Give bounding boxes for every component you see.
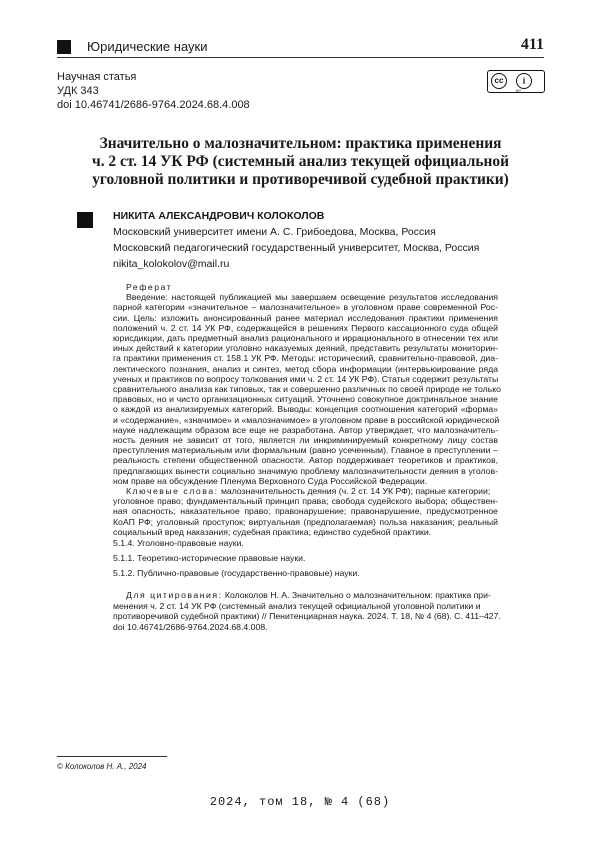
keywords-line: КоАП РФ; уголовный проступок; виртуальная (предполагаемая) польза наказания; реальный bbox=[113, 516, 498, 527]
abstract-line: га практики применения ст. 158.1 УК РФ. Методы: исторический, сравнительно-правовой, диа- bbox=[113, 353, 498, 364]
citation-first-line bbox=[113, 590, 498, 601]
author-marker-square bbox=[77, 212, 93, 228]
abstract-line: сии. Цель: изложить анонсированный ранее материал исследования практики применения bbox=[113, 312, 498, 323]
specialty-code: 5.1.2. Публично-правовые (государственно-правовые) науки. bbox=[113, 568, 360, 578]
by-label: BY bbox=[516, 88, 522, 93]
specialty-code: 5.1.1. Теоретико-исторические правовые науки. bbox=[113, 553, 306, 563]
specialty-code: 5.1.4. Уголовно-правовые науки. bbox=[113, 538, 244, 548]
article-type: Научная статья bbox=[57, 71, 137, 83]
keywords-first-line bbox=[113, 486, 498, 496]
abstract-line: положений ч. 2 ст. 14 УК РФ, содержащейся в решениях Первого кассационного суда общей bbox=[113, 322, 498, 333]
abstract-line: преступления материальным или формальным (равно усеченным). Главное в преступлении – bbox=[113, 445, 498, 456]
keywords-label: Ключевые слова: bbox=[126, 486, 219, 497]
affiliation-2: Московский педагогический государственный университет, Москва, Россия bbox=[113, 242, 480, 254]
person-attribution-icon: i bbox=[516, 73, 532, 89]
article-title bbox=[57, 135, 544, 189]
article-doi: doi 10.46741/2686-9764.2024.68.4.008 bbox=[57, 99, 250, 111]
article-meta bbox=[57, 70, 250, 112]
abstract-line: предлагающих вынести социально значимую проблему малозначительности деяния в уголов- bbox=[113, 465, 498, 476]
keywords-line: ная опасность; наказательное право; правонарушение; правонарушение, предусмотренное bbox=[113, 506, 498, 517]
abstract-heading: Реферат bbox=[126, 282, 173, 292]
keywords-text: малозначительность деяния (ч. 2 ст. 14 УК РФ); парные категории; bbox=[218, 486, 491, 497]
author-name: НИКИТА АЛЕКСАНДРОВИЧ КОЛОКОЛОВ bbox=[113, 210, 325, 222]
header-rule bbox=[57, 57, 544, 58]
issue-info: 2024, том 18, № 4 (68) bbox=[209, 795, 391, 809]
abstract-line: науке надлежащим образом все еще не разработана. Автор утверждает, что малозначитель- bbox=[113, 424, 498, 435]
title-line: Значительно о малозначительном: практика применения bbox=[99, 135, 502, 152]
cc-by-license-badge bbox=[487, 70, 545, 93]
abstract-line: реальность степени общественной опасности. Автор поддерживает теоретиков и практиков, bbox=[113, 455, 498, 466]
citation-line: противоречивой судебной практики) // Пенитенциарная наука. 2024. Т. 18, № 4 (68). С. 411–427. bbox=[113, 611, 501, 621]
section-name: Юридические науки bbox=[87, 39, 208, 54]
keywords-line: социальный вред наказания; судебная практика; единство судебной практики. bbox=[113, 526, 432, 537]
abstract-line: лектического познания, анализ и синтез, метод сбора информации (интервьюирование ряда bbox=[113, 363, 498, 374]
citation-label: Для цитирования: bbox=[126, 590, 223, 600]
abstract-line: о каждой из анализируемых категорий. Выводы: концепция соотношения категорий «форма» bbox=[113, 404, 498, 415]
udc-code: УДК 343 bbox=[57, 85, 99, 97]
citation-block bbox=[113, 590, 501, 632]
abstract-line: парной категории «значительное – малозначительное» в уголовном праве современной Рос- bbox=[113, 302, 498, 313]
author-email[interactable]: nikita_kolokolov@mail.ru bbox=[113, 258, 230, 270]
title-line: уголовной политики и противоречивой судебной практики) bbox=[92, 171, 509, 188]
abstract-line: Введение: настоящей публикацией мы завершаем освещение результатов исследования bbox=[126, 292, 498, 303]
abstract-line: юрисдикции, дать предметный анализ рационального и иррационального в отнесении тех или bbox=[113, 333, 498, 344]
cc-icon: cc bbox=[491, 73, 507, 89]
title-line: ч. 2 ст. 14 УК РФ (системный анализ текущей официальной bbox=[92, 153, 509, 170]
citation-line: менения ч. 2 ст. 14 УК РФ (системный анализ текущей официальной уголовной политики и bbox=[113, 600, 481, 611]
abstract-line: сравнительного анализа как типовых, так и совершенно различных по своей природе не только bbox=[113, 384, 501, 395]
abstract-line: и «содержание», «значимое» и «малозначимое» в уголовном праве в российской юридической bbox=[113, 414, 500, 425]
affiliation-1: Московский университет имени А. С. Грибоедова, Москва, Россия bbox=[113, 226, 436, 238]
footnote-rule bbox=[57, 756, 167, 757]
copyright-note: © Колоколов Н. А., 2024 bbox=[57, 762, 147, 771]
citation-doi: doi 10.46741/2686-9764.2024.68.4.008. bbox=[113, 621, 268, 632]
citation-text: Колоколов Н. А. Значительно о малозначительном: практика при- bbox=[222, 590, 491, 600]
keywords-line: уголовное право; фундаментальный принцип права; свобода судейского выбора; обществен- bbox=[113, 496, 498, 507]
running-header bbox=[57, 36, 544, 58]
page-number: 411 bbox=[520, 36, 544, 53]
abstract-line: ность деяния не зависит от того, является ли инкриминируемый конкретному лицу состав bbox=[113, 435, 498, 446]
abstract-line: правовых, но и чисто организационных ситуаций. Уточнено совокупное доктринальное знание bbox=[113, 394, 498, 405]
abstract bbox=[113, 282, 501, 537]
section-marker-square bbox=[57, 40, 71, 54]
abstract-line: иных действий к категории уголовно наказуемых деяний, представить результаты мониторин- bbox=[113, 343, 498, 354]
abstract-line: ном праве на обсуждение Пленума Верховного Суда Российской Федерации. bbox=[113, 475, 428, 486]
abstract-line: ученых и практиков по вопросу толкования ими ч. 2 ст. 14 УК РФ). Статья содержит результаты bbox=[113, 373, 499, 384]
